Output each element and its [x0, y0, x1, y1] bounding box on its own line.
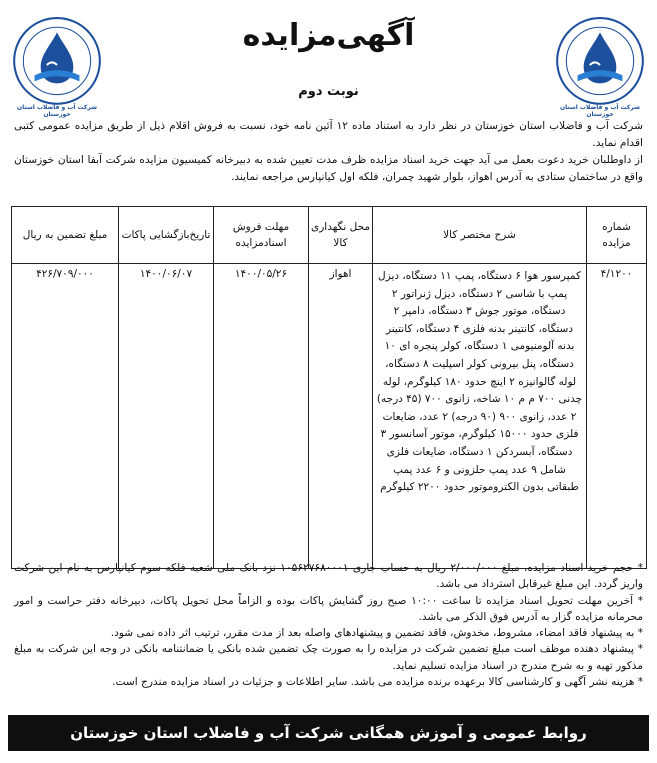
- header-deposit: مبلغ تضمین به ریال: [12, 207, 119, 264]
- cell-deposit: ۴۲۶/۷۰۹/۰۰۰: [12, 264, 119, 569]
- cell-number: ۴/۱۲۰۰: [587, 264, 647, 569]
- logo-caption: شرکت آب و فاضلاب استان خوزستان: [17, 104, 97, 118]
- cell-sale-deadline: ۱۴۰۰/۰۵/۲۶: [214, 264, 309, 569]
- header-sale-deadline: مهلت فروش اسناد‌مزایده: [214, 207, 309, 264]
- intro-paragraph: از داوطلبان خرید دعوت بعمل می آید جهت خرید اسناد مزایده ظرف مدت تعیین شده به دبیرخانه کمیسیون مزایده شرکت آبفا استان خوزستان واقع در ساختمان ستادی به آدرس اهواز، بلوار شهید چمران، فلکه اول کیانپارس مراجعه نمایند.: [14, 154, 643, 183]
- note-item: * آخرین مهلت تحویل اسناد مزایده تا ساعت ۱۰:۰۰ صبح روز گشایش پاکات بوده و الزاماً محل تحویل پاکات، دبیرخانه دفتر حراست و امور محرمانه مزایده گزار به آدرس فوق الذکر می باشد.: [14, 594, 643, 623]
- header-number: شماره مزایده: [587, 207, 647, 264]
- logo-caption: شرکت آب و فاضلاب استان خوزستان: [560, 104, 640, 118]
- note-item: * هزینه نشر آگهی و کارشناسی کالا برعهده برنده مزایده می باشد. سایر اطلاعات و جزئیات در اسناد مزایده مندرج است.: [112, 676, 643, 689]
- header-location: محل نگهداری کالا: [309, 207, 373, 264]
- note-item: * به پیشنهاد فاقد امضاء، مشروط، مخدوش، فاقد تضمین و پیشنهادهای واصله بعد از مدت مقرر، ترتیب اثر داده نمی شود.: [110, 627, 643, 640]
- intro-paragraph: شرکت آب و فاضلاب استان خوزستان در نظر دارد به استناد ماده ۱۲ آئین نامه خود، نسبت به فروش اقلام ذیل از طریق مزایده عمومی کتبی اقدام نماید.: [14, 120, 644, 149]
- auction-items-table: [11, 206, 647, 569]
- table-header-row: [12, 207, 647, 264]
- table-row: [12, 264, 647, 569]
- note-item: * پیشنهاد دهنده موظف است مبلغ تضمین شرکت در مزایده را به صورت چک تضمین شده بانکی یا ضمانتنامه بانکی در وجه این شرکت به مبلغ مذکور تهیه و به شرح مندرج در اسناد مزایده تسلیم نماید.: [14, 643, 643, 672]
- notice-title: آگهی‌مزایده: [242, 18, 415, 53]
- note-item: * حجم خرید اسناد مزایده، مبلغ ۲/۰۰۰/۰۰۰ ریال به حساب جاری ۱۰۵۶۲۷۶۸۰۰۰۱ نزد بانک ملی شعبه فلکه سوم کیانپارس به نام این شرکت واریز گردد. این مبلغ غیرقابل استرداد می باشد.: [14, 562, 643, 591]
- intro-text: [14, 118, 643, 186]
- cell-description: کمپرسور هوا ۶ دستگاه، پمپ ۱۱ دستگاه، دیزل پمپ با شاسی ۲ دستگاه، دیزل ژنراتور ۲ دستگاه، موتور جوش ۳ دستگاه، دامپر ۲ دستگاه، کانتینر بدنه فلزی ۴ دستگاه، کانتینر بدنه آلومنیومی ۱ دستگاه، کولر پنجره ای ۱۰ دستگاه، پنل بیرونی کولر اسپلیت ۸ دستگاه، لوله گالوانیزه ۲ اینچ حدود ۱۸۰ کیلوگرم، لوله چدنی ۷۰۰ م م ۱۰ شاخه، زانوی ۷۰۰ (۴۵ درجه) ۲ عدد، زانوی ۹۰۰ (۹۰ درجه) ۲ عدد، ضایعات فلزی حدود ۱۵۰۰۰ کیلوگرم، موتور آسانسور ۳ دستگاه، آبسردکن ۱ دستگاه، ضایعات فلزی شامل ۹ عدد پمپ حلزونی و ۶ عدد پمپ طبقاتی بدون الکتروموتور حدود ۲۲۰۰ کیلوگرم: [373, 264, 587, 569]
- cell-location: اهواز: [309, 264, 373, 569]
- footer-banner: روابط عمومی و آموزش همگانی شرکت آب و فاضلاب استان خوزستان: [8, 715, 649, 751]
- header-description: شرح مختصر کالا: [373, 207, 587, 264]
- notes-section: [14, 560, 643, 690]
- cell-opening-date: ۱۴۰۰/۰۶/۰۷: [119, 264, 214, 569]
- notice-subtitle: نوبت دوم: [298, 84, 359, 99]
- header-opening-date: تاریخ‌بازگشایی پاکات: [119, 207, 214, 264]
